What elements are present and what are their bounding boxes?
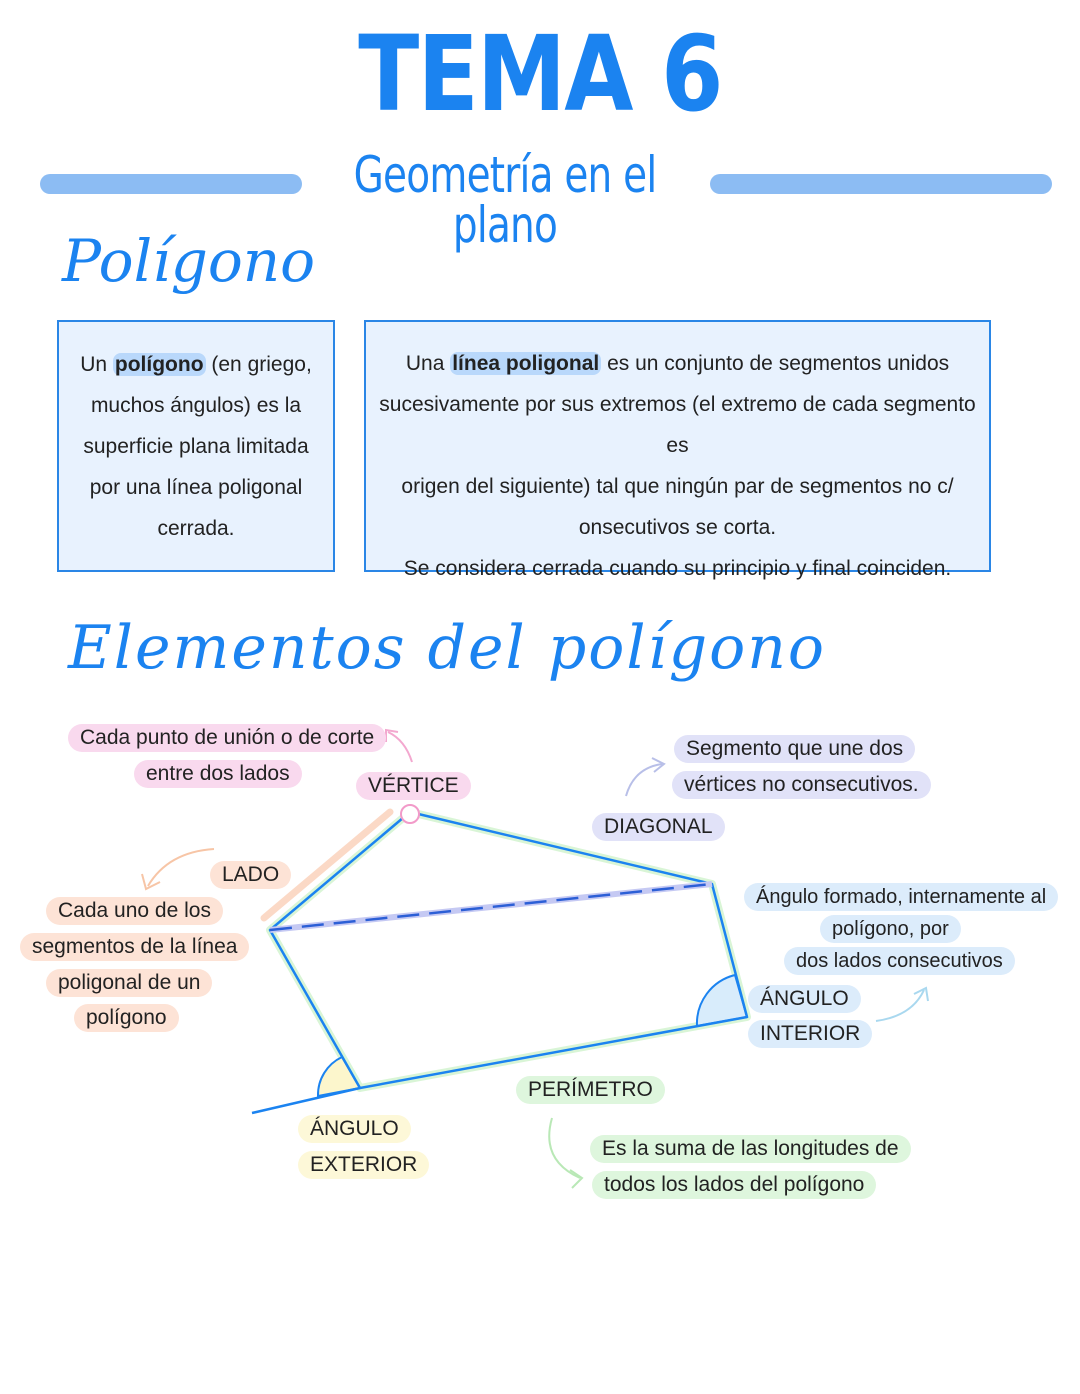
vertice-desc-line: entre dos lados xyxy=(134,760,302,788)
box2-pre: Una xyxy=(405,352,451,375)
section-heading-elementos: Elementos del polígono xyxy=(68,613,827,683)
box1-post: (en griego, xyxy=(205,353,312,376)
perimetro-desc-line: Es la suma de las longitudes de xyxy=(590,1135,911,1163)
lado-arrow xyxy=(148,849,214,886)
interior-desc-line: Ángulo formado, internamente al xyxy=(744,883,1058,911)
box1-line: muchos ángulos) es la xyxy=(90,394,302,417)
lado-desc-line: Cada uno de los xyxy=(46,897,223,925)
perimetro-arrow xyxy=(549,1118,580,1178)
box2-line: sucesivamente por sus extremos (el extremo de cada segmento es xyxy=(379,393,976,457)
lado-label: LADO xyxy=(210,861,291,889)
section-heading-poligono: Polígono xyxy=(62,227,316,295)
box1-line: superficie plana limitada xyxy=(83,435,309,458)
vertice-desc-line: Cada punto de unión o de corte xyxy=(68,724,386,752)
exterior-label-line: EXTERIOR xyxy=(298,1151,429,1179)
highlight-term: línea poligonal xyxy=(452,352,600,375)
box1-pre: Un xyxy=(80,353,113,376)
exterior-extension-line xyxy=(252,1088,360,1113)
perimetro-label: PERÍMETRO xyxy=(516,1076,665,1104)
interior-label-line: INTERIOR xyxy=(748,1020,872,1048)
box2-post: es un conjunto de segmentos unidos xyxy=(601,352,950,375)
interior-label-line: ÁNGULO xyxy=(748,985,861,1013)
vertice-marker xyxy=(401,805,419,823)
interior-desc-line: dos lados consecutivos xyxy=(784,947,1015,975)
perimetro-desc-line: todos los lados del polígono xyxy=(592,1171,876,1199)
interior-desc-line: polígono, por xyxy=(820,915,961,943)
diagonal-desc-line: Segmento que une dos xyxy=(674,735,915,763)
interior-arrow xyxy=(876,990,924,1021)
highlight-term: polígono xyxy=(114,353,204,376)
lado-desc-line: poligonal de un xyxy=(46,969,212,997)
vertice-label: VÉRTICE xyxy=(356,772,471,800)
diagonal-label: DIAGONAL xyxy=(592,813,725,841)
box2-line: onsecutivos se corta. xyxy=(578,516,777,539)
box1-line: por una línea poligonal xyxy=(89,476,303,499)
box1-line: cerrada. xyxy=(157,517,235,540)
page-subtitle: Geometría en el plano xyxy=(353,146,657,254)
vertice-arrow xyxy=(388,732,412,762)
box2-line: Se considera cerrada cuando su principio y final coinciden. xyxy=(403,557,952,580)
box2-line: origen del siguiente) tal que ningún par de segmentos no c/ xyxy=(401,475,954,498)
diagonal-desc-line: vértices no consecutivos. xyxy=(672,771,931,799)
exterior-label-line: ÁNGULO xyxy=(298,1115,411,1143)
page-title: TEMA 6 xyxy=(358,13,722,135)
lado-desc-line: segmentos de la línea xyxy=(20,933,249,961)
lado-desc-line: polígono xyxy=(74,1004,179,1032)
